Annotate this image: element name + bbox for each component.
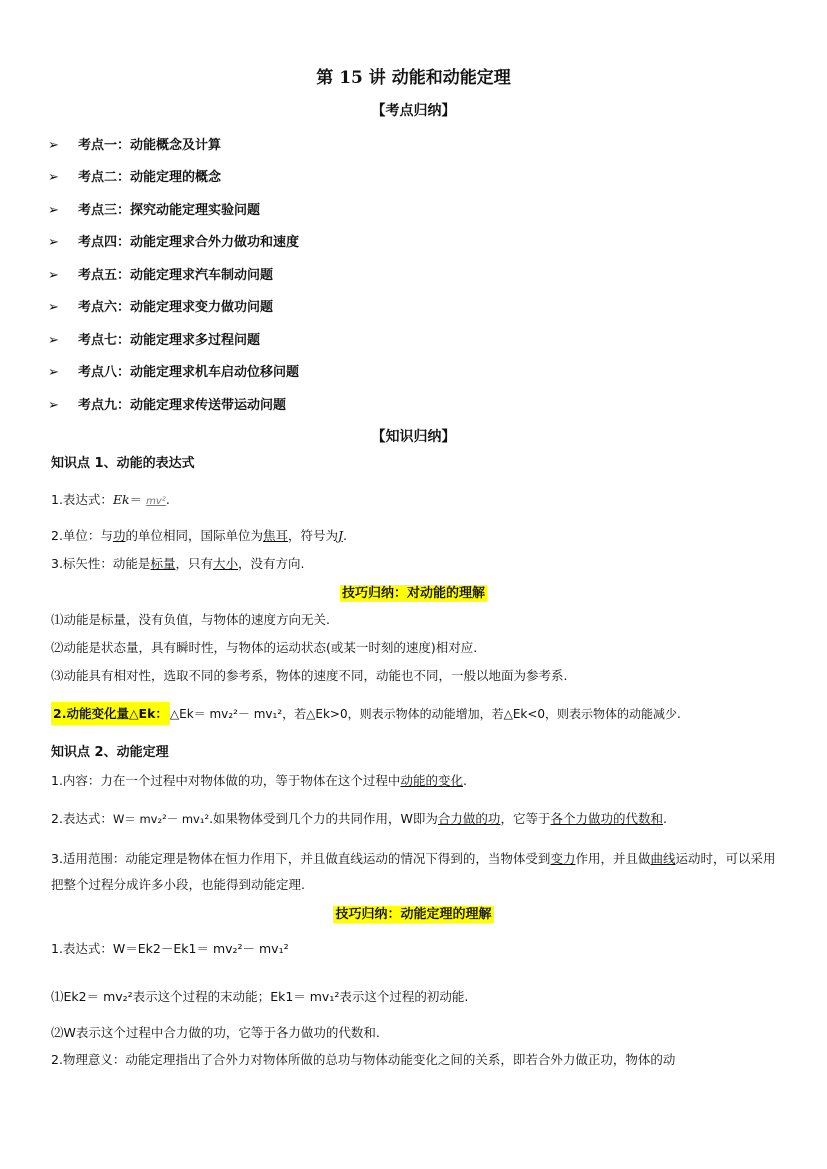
- tip-2-item-2: ⑵W表示这个过程中合力做的功，它等于各力做功的代数和.: [51, 1025, 380, 1040]
- kp1-line-unit: 2.单位：与功的单位相同，国际单位为焦耳，符号为J.: [51, 528, 347, 543]
- tip-1-item-3: ⑶动能具有相对性，选取不同的参考系，物体的速度不同，动能也不同，一般以地面为参考系.: [51, 668, 568, 683]
- tip-heading-1: 技巧归纳：对动能的理解: [341, 586, 485, 601]
- arrow-bullet-icon: ➢: [48, 235, 59, 250]
- kp1-line-expression: 1.表达式：Ek＝ mv².: [51, 492, 170, 507]
- tip-1-item-1: ⑴动能是标量，没有负值，与物体的速度方向无关.: [51, 612, 330, 627]
- list-item: ➢ 考点五：动能定理求汽车制动问题: [48, 268, 274, 283]
- arrow-bullet-icon: ➢: [48, 138, 59, 153]
- arrow-bullet-icon: ➢: [48, 398, 59, 413]
- page-title: 第 15 讲 动能和动能定理: [316, 68, 511, 88]
- tip-heading-2: 技巧归纳：动能定理的理解: [335, 907, 492, 922]
- kp1-change-line: 2.动能变化量△Ek： △Ek＝ mv₂²－ mv₁²，若△Ek>0，则表示物体的动能增加，若△Ek<0，则表示物体的动能减少.: [51, 704, 681, 722]
- kp2-line-scope: 3.适用范围：动能定理是物体在恒力作用下，并且做直线运动的情况下得到的，当物体受到变力作用，并且做曲线运动时，可以采用把整个过程分成许多小段，也能得到动能定理.: [51, 851, 776, 892]
- list-item: ➢ 考点九：动能定理求传送带运动问题: [48, 398, 287, 413]
- tip-2-item-1: ⑴Ek2＝ mv₂²表示这个过程的末动能；Ek1＝ mv₁²表示这个过程的初动能.: [51, 989, 469, 1004]
- list-item: ➢ 考点二：动能定理的概念: [48, 170, 222, 185]
- section-heading-zhishi: 【知识归纳】: [371, 429, 456, 445]
- list-item: ➢ 考点一：动能概念及计算: [48, 138, 222, 153]
- arrow-bullet-icon: ➢: [48, 365, 59, 380]
- list-item: ➢ 考点三：探究动能定理实验问题: [48, 203, 261, 218]
- arrow-bullet-icon: ➢: [48, 333, 59, 348]
- kp2-heading: 知识点 2、动能定理: [51, 745, 169, 760]
- tip-1-item-2: ⑵动能是状态量，具有瞬时性，与物体的运动状态(或某一时刻的速度)相对应.: [51, 640, 478, 655]
- arrow-bullet-icon: ➢: [48, 170, 59, 185]
- kp1-heading: 知识点 1、动能的表达式: [51, 456, 195, 471]
- tip-2-meaning: 2.物理意义：动能定理指出了合外力对物体所做的总功与物体动能变化之间的关系，即若合外力做正功，物体的动: [51, 1052, 676, 1067]
- kp2-line-content: 1.内容：力在一个过程中对物体做的功，等于物体在这个过程中动能的变化.: [51, 773, 467, 788]
- formula-fraction: mv²: [146, 496, 166, 507]
- list-item: ➢ 考点七：动能定理求多过程问题: [48, 333, 261, 348]
- list-item: ➢ 考点八：动能定理求机车启动位移问题: [48, 365, 300, 380]
- arrow-bullet-icon: ➢: [48, 203, 59, 218]
- kp2-line-expression: 2.表达式：W＝ mv₂²－ mv₁².如果物体受到几个力的共同作用，W即为合力做的功，它等于各个力做功的代数和.: [51, 811, 667, 826]
- tip-2-expression: 1.表达式：W＝Ek2－Ek1＝ mv₂²－ mv₁²: [51, 941, 289, 956]
- arrow-bullet-icon: ➢: [48, 268, 59, 283]
- highlight-label: 2.动能变化量△Ek：: [51, 702, 170, 725]
- kp1-line-scalar: 3.标矢性：动能是标量，只有大小，没有方向.: [51, 556, 305, 571]
- section-heading-kaodian: 【考点归纳】: [371, 103, 456, 119]
- list-item: ➢ 考点四：动能定理求合外力做功和速度: [48, 235, 300, 250]
- arrow-bullet-icon: ➢: [48, 300, 59, 315]
- list-item: ➢ 考点六：动能定理求变力做功问题: [48, 300, 274, 315]
